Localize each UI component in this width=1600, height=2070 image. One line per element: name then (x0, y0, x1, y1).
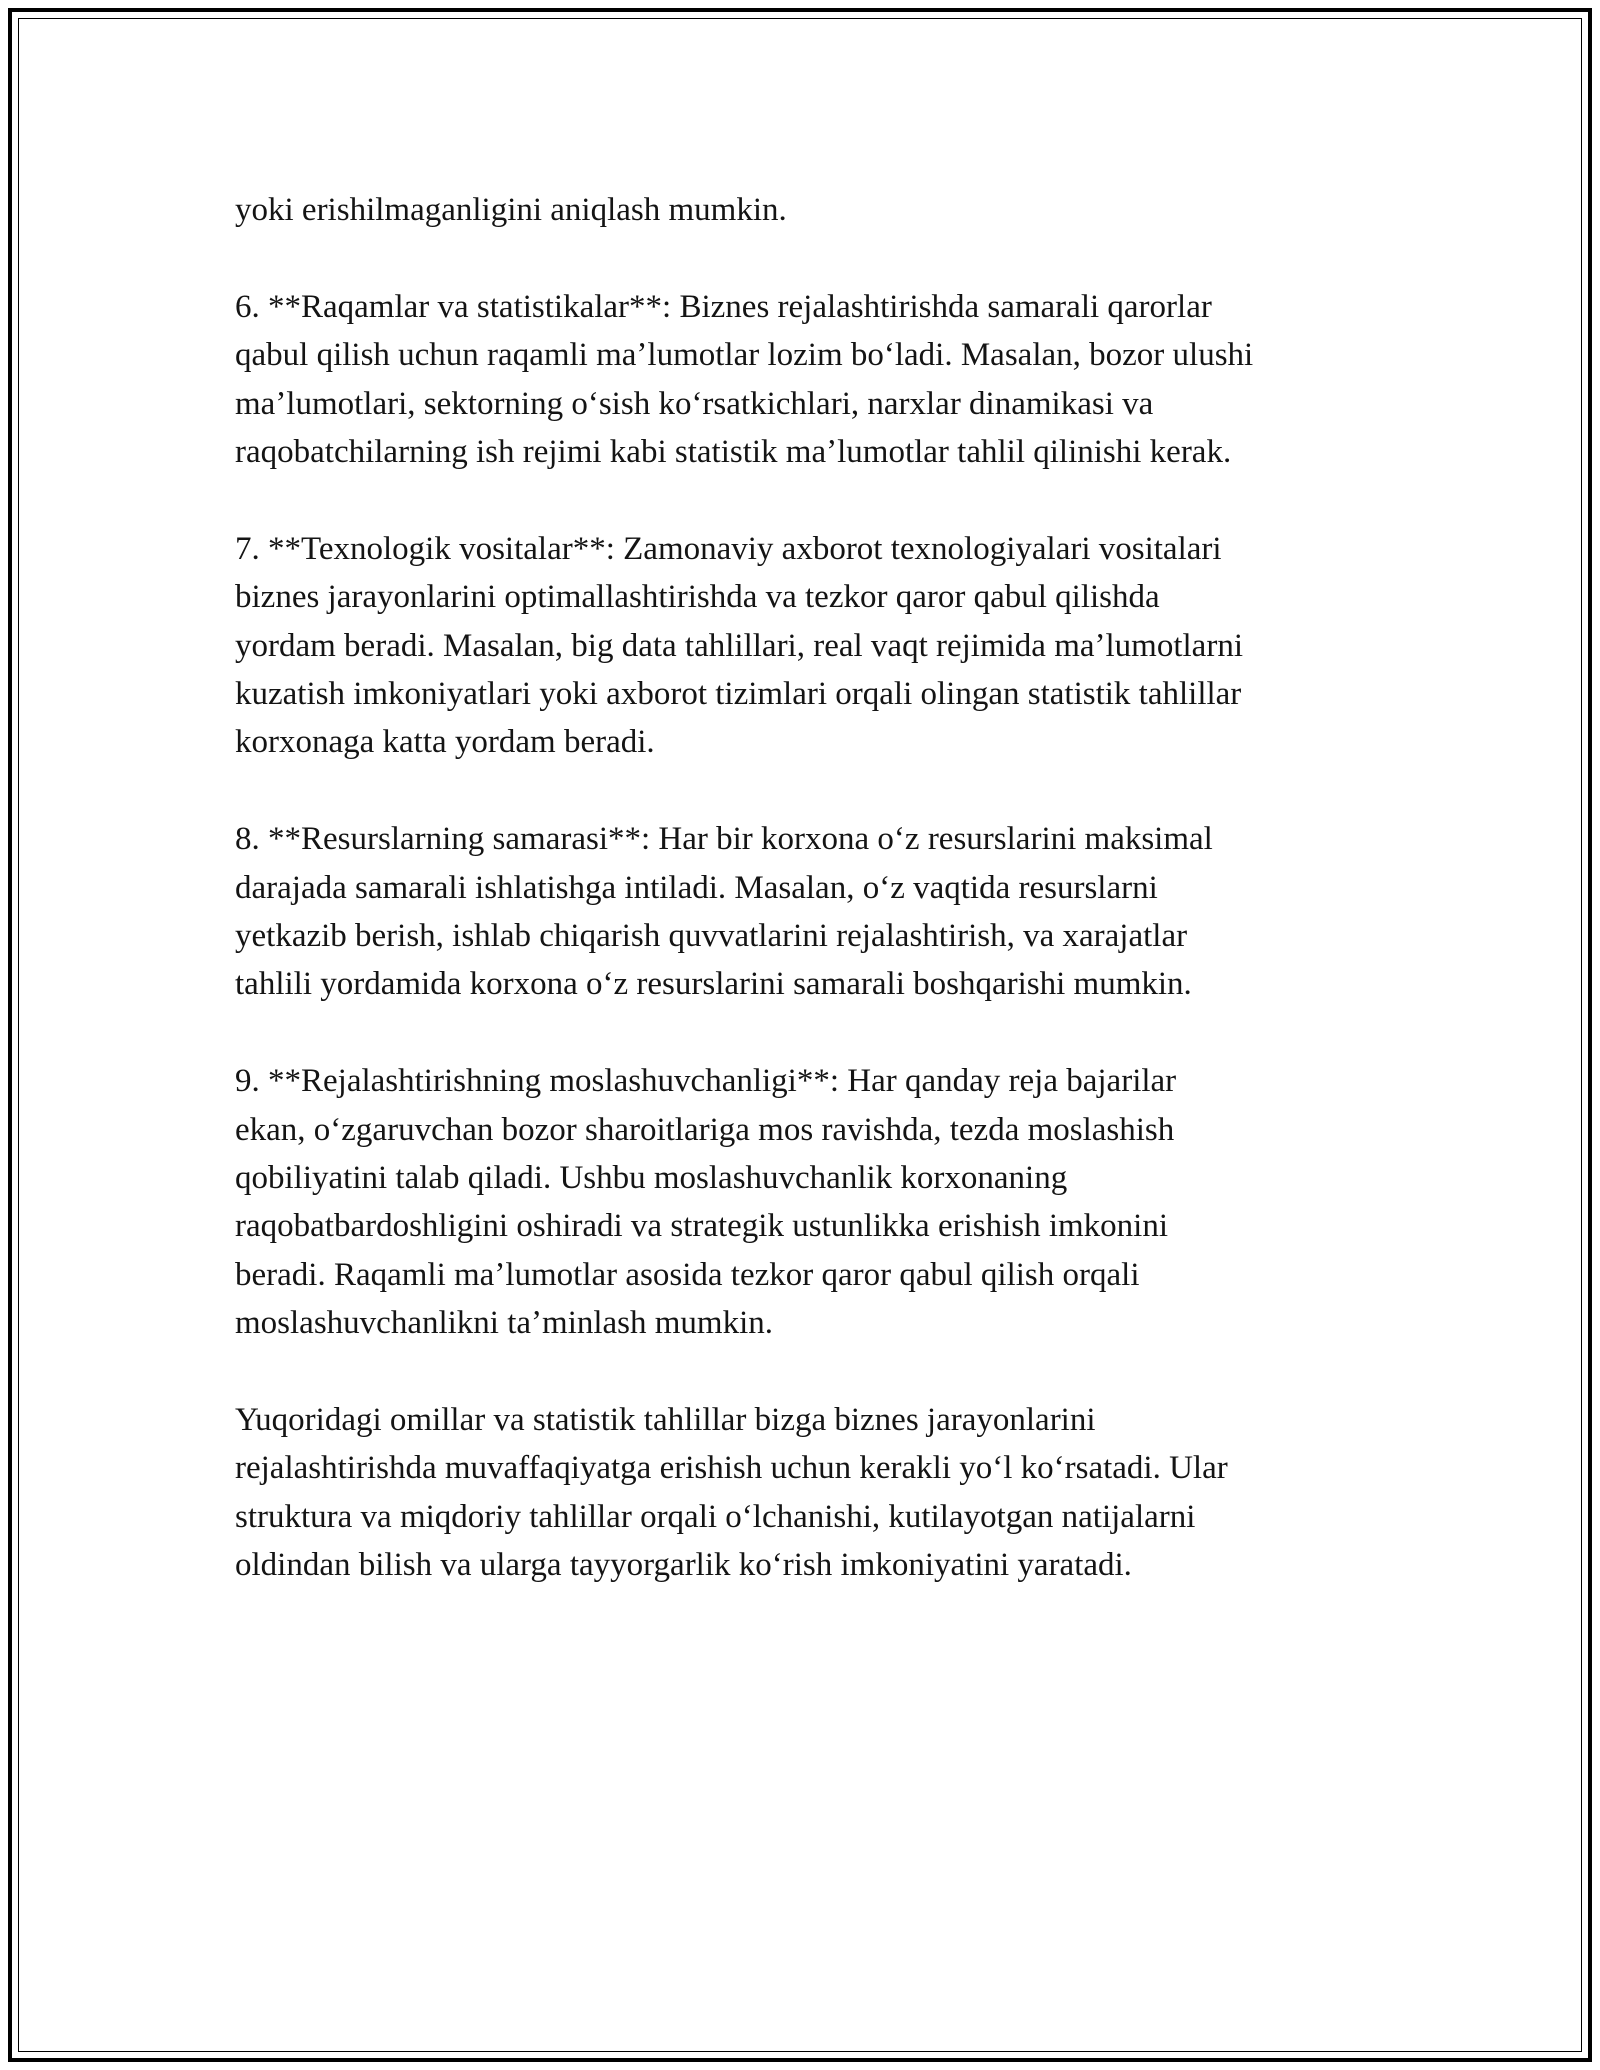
text-line: tahlili yordamida korxona oʻz resurslarini samarali boshqarishi mumkin. (235, 966, 1192, 1003)
text-line: oldindan bilish va ularga tayyorgarlik koʻrish imkoniyatini yaratadi. (235, 1547, 1132, 1584)
text-line: 8. **Resurslarning samarasi**: Har bir korxona oʻz resurslarini maksimal (235, 821, 1213, 858)
text-line: darajada samarali ishlatishga intiladi. Masalan, oʻz vaqtida resurslarni (235, 869, 1158, 906)
paragraph-item-7 (235, 525, 1395, 767)
text-line: moslashuvchanlikni taʼminlash mumkin. (235, 1305, 774, 1342)
text-line: ekan, oʻzgaruvchan bozor sharoitlariga mos ravishda, tezda moslashish (235, 1111, 1175, 1148)
text-line: 7. **Texnologik vositalar**: Zamonaviy axborot texnologiyalari vositalari (235, 530, 1222, 567)
text-line: korxonaga katta yordam beradi. (235, 724, 655, 761)
text-line: kuzatish imkoniyatlari yoki axborot tizimlari orqali olingan statistik tahlillar (235, 676, 1242, 713)
text-line: biznes jarayonlarini optimallashtirishda va tezkor qaror qabul qilishda (235, 579, 1160, 616)
text-line: beradi. Raqamli maʼlumotlar asosida tezkor qaror qabul qilish orqali (235, 1256, 1140, 1293)
text-line: rejalashtirishda muvaffaqiyatga erishish uchun kerakli yoʻl koʻrsatadi. Ular (235, 1450, 1228, 1487)
text-line: Yuqoridagi omillar va statistik tahlillar bizga biznes jarayonlarini (235, 1402, 1096, 1439)
text-line: maʼlumotlari, sektorning oʻsish koʻrsatkichlari, narxlar dinamikasi va (235, 385, 1154, 422)
paragraph-item-9 (235, 1057, 1395, 1347)
text-line: yordam beradi. Masalan, big data tahlillari, real vaqt rejimida maʼlumotlarni (235, 627, 1243, 664)
paragraph-continuation (235, 186, 1395, 234)
paragraph-item-6 (235, 283, 1395, 477)
text-line: qabul qilish uchun raqamli maʼlumotlar lozim boʻladi. Masalan, bozor ulushi (235, 337, 1254, 374)
text-line: yoki erishilmaganligini aniqlash mumkin. (235, 192, 787, 228)
paragraph-item-8 (235, 815, 1395, 1009)
text-line: yetkazib berish, ishlab chiqarish quvvatlarini rejalashtirish, va xarajatlar (235, 918, 1188, 955)
text-line: 6. **Raqamlar va statistikalar**: Biznes rejalashtirishda samarali qarorlar (235, 288, 1212, 325)
text-line: raqobatbardoshligini oshiradi va strategik ustunlikka erishish imkonini (235, 1208, 1169, 1245)
text-line: struktura va miqdoriy tahlillar orqali oʻlchanishi, kutilayotgan natijalarni (235, 1498, 1196, 1535)
text-line: qobiliyatini talab qiladi. Ushbu moslashuvchanlik korxonaning (235, 1160, 1068, 1197)
document-body (235, 186, 1395, 1590)
text-line: raqobatchilarning ish rejimi kabi statistik maʼlumotlar tahlil qilinishi kerak. (235, 434, 1232, 471)
text-line: 9. **Rejalashtirishning moslashuvchanligi**: Har qanday reja bajarilar (235, 1063, 1177, 1100)
paragraph-conclusion (235, 1396, 1395, 1590)
